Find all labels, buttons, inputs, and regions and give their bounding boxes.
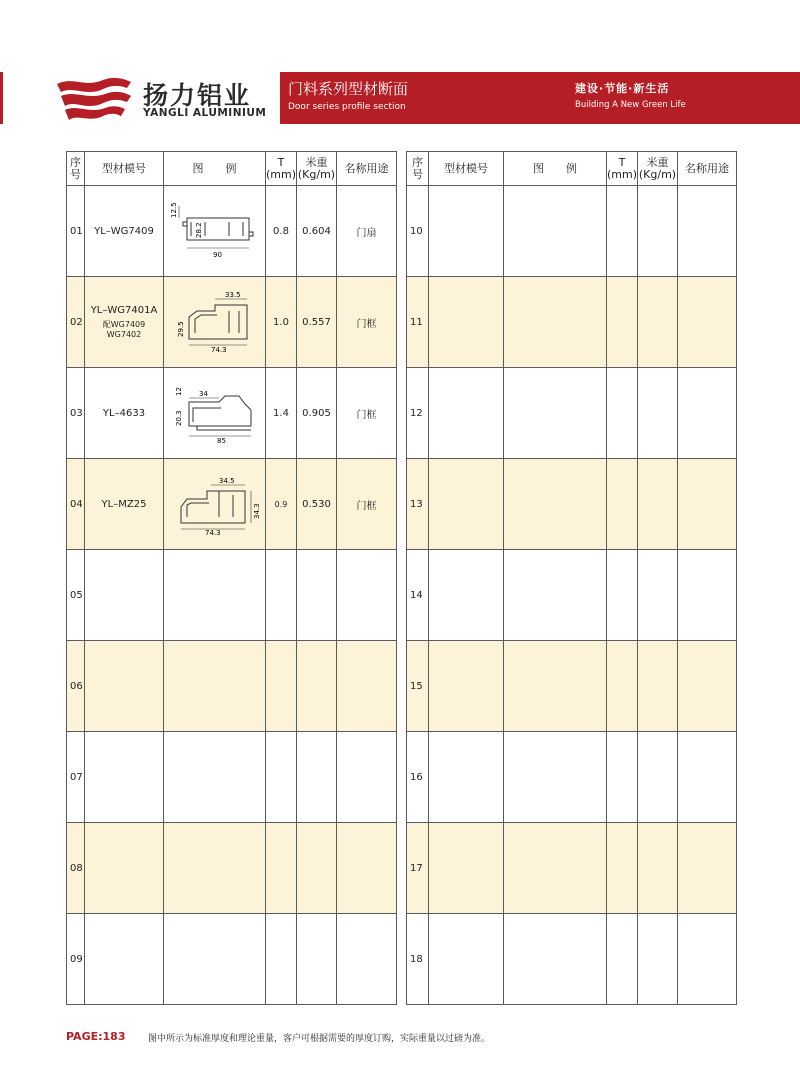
usage-value — [337, 732, 397, 823]
col-drawing: 图 例 — [504, 152, 607, 186]
thickness-value: 1.4 — [266, 368, 297, 459]
dim-label: 12 — [174, 387, 183, 396]
dim-label: 90 — [212, 251, 222, 259]
weight-value: 0.530 — [297, 459, 337, 550]
table-row — [67, 823, 397, 914]
row-number: 01 — [67, 186, 85, 277]
profile-wg7409-drawing — [167, 200, 263, 262]
table-row — [67, 550, 397, 641]
col-seq: 序号 — [407, 152, 429, 186]
row-number: 10 — [407, 186, 429, 277]
dim-label: 34.5 — [218, 477, 235, 485]
table-row — [67, 732, 397, 823]
profile-drawing — [164, 732, 266, 823]
col-weight: 米重 (Kg/m) — [638, 152, 678, 186]
row-number: 02 — [67, 277, 85, 368]
dim-label: 29.5 — [176, 321, 185, 337]
weight-value — [297, 641, 337, 732]
yangli-flag-icon — [55, 74, 135, 122]
profile-drawing — [164, 368, 266, 459]
col-usage: 名称用途 — [337, 152, 397, 186]
col-thickness: T (mm) — [266, 152, 297, 186]
thickness-value — [266, 732, 297, 823]
model-note: 配WG7409 WG7402 — [102, 319, 146, 339]
table-row — [407, 641, 737, 732]
weight-value — [297, 732, 337, 823]
profile-wg7401a-drawing — [167, 291, 263, 353]
row-number: 18 — [407, 914, 429, 1005]
table-row — [407, 459, 737, 550]
table-row — [67, 368, 397, 459]
table-row — [407, 186, 737, 277]
table-row — [407, 368, 737, 459]
row-number: 08 — [67, 823, 85, 914]
page-footer — [66, 1030, 786, 1044]
col-drawing: 图 例 — [164, 152, 266, 186]
row-number: 04 — [67, 459, 85, 550]
dim-label: 34 — [198, 390, 208, 398]
dim-label: 28.2 — [194, 222, 203, 238]
usage-value — [337, 823, 397, 914]
brand-name-cn: 扬力铝业 — [143, 81, 252, 110]
model-code — [85, 550, 164, 641]
table-header — [67, 152, 397, 186]
page-header — [0, 72, 800, 124]
model-cell — [85, 277, 164, 368]
col-model: 型材模号 — [429, 152, 504, 186]
thickness-value — [266, 641, 297, 732]
row-number: 11 — [407, 277, 429, 368]
thickness-value: 0.8 — [266, 186, 297, 277]
table-header — [407, 152, 737, 186]
row-number: 05 — [67, 550, 85, 641]
table-row — [407, 550, 737, 641]
model-code — [85, 641, 164, 732]
profile-table-left — [66, 151, 397, 1005]
model-code: YL–WG7409 — [85, 186, 164, 277]
row-number: 12 — [407, 368, 429, 459]
profile-4633-drawing — [167, 382, 263, 444]
slogan-cn: 建设·节能·新生活 — [575, 82, 670, 95]
weight-value — [297, 914, 337, 1005]
slogan-en: Building A New Green Life — [575, 100, 686, 110]
table-row — [67, 641, 397, 732]
page-number: PAGE:183 — [66, 1030, 126, 1043]
weight-value: 0.905 — [297, 368, 337, 459]
model-code — [85, 732, 164, 823]
profile-drawing — [164, 641, 266, 732]
col-thickness: T (mm) — [607, 152, 638, 186]
thickness-value — [266, 914, 297, 1005]
row-number: 03 — [67, 368, 85, 459]
profile-drawing — [164, 914, 266, 1005]
profile-drawing — [164, 277, 266, 368]
profile-drawing — [164, 186, 266, 277]
col-usage: 名称用途 — [678, 152, 737, 186]
dim-label: 74.3 — [204, 529, 221, 535]
row-number: 06 — [67, 641, 85, 732]
brand-name-en: YANGLI ALUMINIUM — [143, 107, 267, 119]
weight-value — [297, 823, 337, 914]
usage-value — [337, 550, 397, 641]
profile-drawing — [164, 823, 266, 914]
thickness-value: 1.0 — [266, 277, 297, 368]
section-title-en: Door series profile section — [288, 102, 406, 112]
table-row — [407, 732, 737, 823]
weight-value: 0.557 — [297, 277, 337, 368]
dim-label: 12.5 — [169, 202, 178, 218]
col-seq: 序号 — [67, 152, 85, 186]
usage-value: 门框 — [337, 368, 397, 459]
dim-label: 20.3 — [174, 410, 183, 426]
table-row — [67, 459, 397, 550]
usage-value — [337, 914, 397, 1005]
row-number: 07 — [67, 732, 85, 823]
section-title-cn: 门料系列型材断面 — [288, 80, 409, 98]
header-banner — [280, 72, 800, 124]
usage-value: 门框 — [337, 459, 397, 550]
dim-label: 74.3 — [210, 346, 227, 353]
profile-drawing — [164, 550, 266, 641]
usage-value: 门框 — [337, 277, 397, 368]
usage-value: 门扇 — [337, 186, 397, 277]
row-number: 09 — [67, 914, 85, 1005]
thickness-value — [266, 823, 297, 914]
model-code — [85, 914, 164, 1005]
profile-drawing — [164, 459, 266, 550]
dim-label: 85 — [216, 437, 226, 444]
table-row — [67, 277, 397, 368]
dim-label: 33.5 — [224, 291, 241, 299]
weight-value — [297, 550, 337, 641]
model-code — [85, 823, 164, 914]
footer-note: 图中所示为标准厚度和理论重量，客户可根据需要的厚度订购，实际重量以过磅为准。 — [148, 1034, 491, 1044]
model-code: YL–MZ25 — [85, 459, 164, 550]
weight-value: 0.604 — [297, 186, 337, 277]
row-number: 17 — [407, 823, 429, 914]
table-row — [407, 914, 737, 1005]
dim-label: 34.3 — [252, 503, 261, 519]
row-number: 13 — [407, 459, 429, 550]
table-row — [67, 186, 397, 277]
col-weight: 米重 (Kg/m) — [297, 152, 337, 186]
col-model: 型材模号 — [85, 152, 164, 186]
table-row — [67, 914, 397, 1005]
thickness-value — [266, 550, 297, 641]
thickness-value: 0.9 — [266, 459, 297, 550]
row-number: 14 — [407, 550, 429, 641]
profile-table-right — [406, 151, 737, 1005]
table-row — [407, 823, 737, 914]
row-number: 16 — [407, 732, 429, 823]
model-code: YL–WG7401A — [90, 304, 158, 316]
model-code: YL–4633 — [85, 368, 164, 459]
brand-logo — [55, 72, 277, 124]
profile-mz25-drawing — [167, 473, 263, 535]
usage-value — [337, 641, 397, 732]
table-row — [407, 277, 737, 368]
row-number: 15 — [407, 641, 429, 732]
